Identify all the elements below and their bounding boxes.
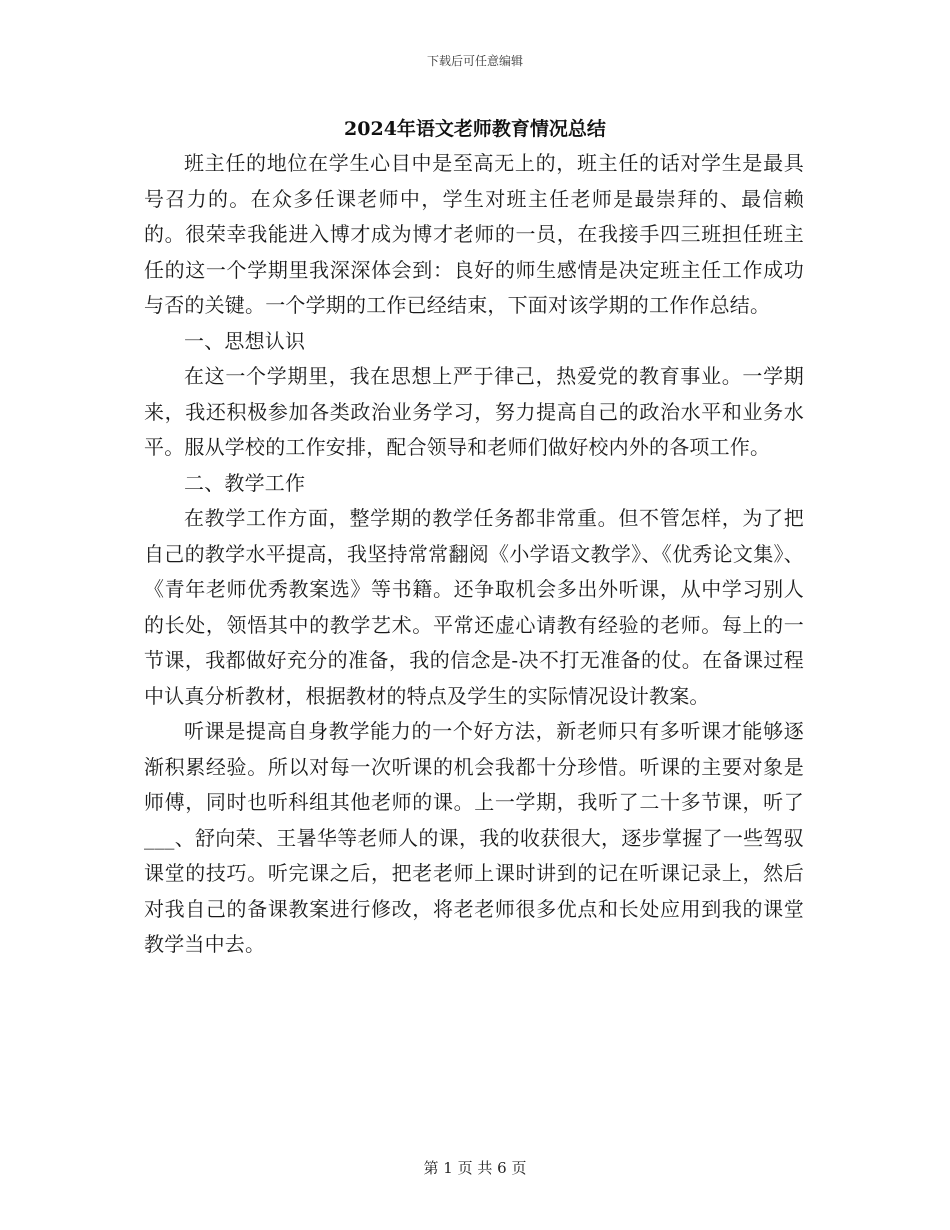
document-title: 2024年语文老师教育情况总结 xyxy=(344,118,606,140)
section-heading-teaching: 二、教学工作 xyxy=(184,470,306,495)
paragraph-teaching: 在教学工作方面，整学期的教学任务都非常重。但不管怎样，为了把自己的教学水平提高，我坚持常常翻阅《小学语文教学》、《优秀论文集》、《青年老师优秀教案选》等书籍。还争取机会多出外听课，从中学习别人的长处，领悟其中的教学艺术。平常还虚心请教有经验的老师。每上的一节课，我都做好充分的准备，我的信念是-决不打无准备的仗。在备课过程中认真分析教材，根据教材的特点及学生的实际情况设计教案。 xyxy=(144,506,804,708)
page-number: 第 1 页 共 6 页 xyxy=(423,1159,527,1177)
paragraph-lesson-observation: 听课是提高自身教学能力的一个好方法，新老师只有多听课才能够逐渐积累经验。所以对每一次听课的机会我都十分珍惜。听课的主要对象是师傅，同时也听科组其他老师的课。上一学期，我听了二十多节课，听了___、舒向荣、王暑华等老师人的课，我的收获很大，逐步掌握了一些驾驭课堂的技巧。听完课之后，把老老师上课时讲到的记在听课记录上，然后对我自己的备课教案进行修改，将老老师很多优点和长处应用到我的课堂教学当中去。 xyxy=(144,719,804,956)
page-header-note: 下载后可任意编辑 xyxy=(426,54,523,68)
paragraph-thought: 在这一个学期里，我在思想上严于律己，热爱党的教育事业。一学期来，我还积极参加各类政治业务学习，努力提高自己的政治水平和业务水平。服从学校的工作安排，配合领导和老师们做好校内外的各项工作。 xyxy=(144,364,804,459)
paragraph-intro: 班主任的地位在学生心目中是至高无上的，班主任的话对学生是最具号召力的。在众多任课老师中，学生对班主任老师是最崇拜的、最信赖的。很荣幸我能进入博才成为博才老师的一员，在我接手四三班担任班主任的这一个学期里我深深体会到：良好的师生感情是决定班主任工作成功与否的关键。一个学期的工作已经结束，下面对该学期的工作作总结。 xyxy=(144,151,804,317)
document-body xyxy=(144,146,804,963)
section-heading-thought: 一、思想认识 xyxy=(184,328,306,353)
